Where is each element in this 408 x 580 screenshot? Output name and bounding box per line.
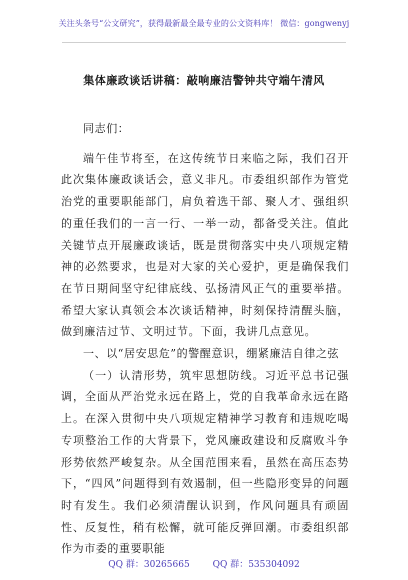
footer-qq-group-1: QQ 群：30265665 [108,560,190,570]
document-title: 集体廉政谈话讲稿：敲响廉洁警钟共守端午清风 [83,74,325,87]
salutation: 同志们： [83,122,130,135]
header-promo-note: 关注头条号“公文研究”，获得最新最全最专业的公文资料库！ 微信：gongwenyj [58,19,350,28]
paragraph-intro: 端午佳节将至，在这传统节日来临之际，我们召开此次集体廉政谈话会，意义非凡。市委组织部作为管党治党的重要职能部门，肩负着选干部、聚人才、强组织的重任我们的一言一行、一举一动，都备受关注。值此关键节点开展廉政谈话，既是贯彻落实中央八项规定精神的必然要求，也是对大家的关心爱护，更是确保我们在节日期间坚守纪律底线、弘扬清风正气的重要举措。希望大家认真领会本次谈话精神，时刻保持清醒头脑，做到廉洁过节、文明过节。下面，我讲几点意见。 [61,151,349,339]
footer-qq-groups [0,557,408,570]
footer-qq-group-2: QQ 群：535304092 [212,560,300,570]
paragraph-1-1: （一）认清形势，筑牢思想防线。习近平总书记强调，全面从严治党永远在路上，党的自我革命永远在路上。在深入贯彻中央八项规定精神学习教育和违规吃喝专项整治工作的大背景下，党风廉政建设和反腐败斗争形势依然严峻复杂。从全国范围来看，虽然在高压态势下，“四风”问题得到有效遏制，但一些隐形变异的问题时有发生。我们必须清醒认识到，作风问题具有顽固性、反复性，稍有松懈，就可能反弹回潮。市委组织部作为市委的重要职能 [61,368,349,556]
document-body [61,118,349,560]
section-heading-1: 一、以“居安思危”的警醒意识，绷紧廉洁自律之弦 [83,347,340,361]
header-divider [62,42,346,43]
